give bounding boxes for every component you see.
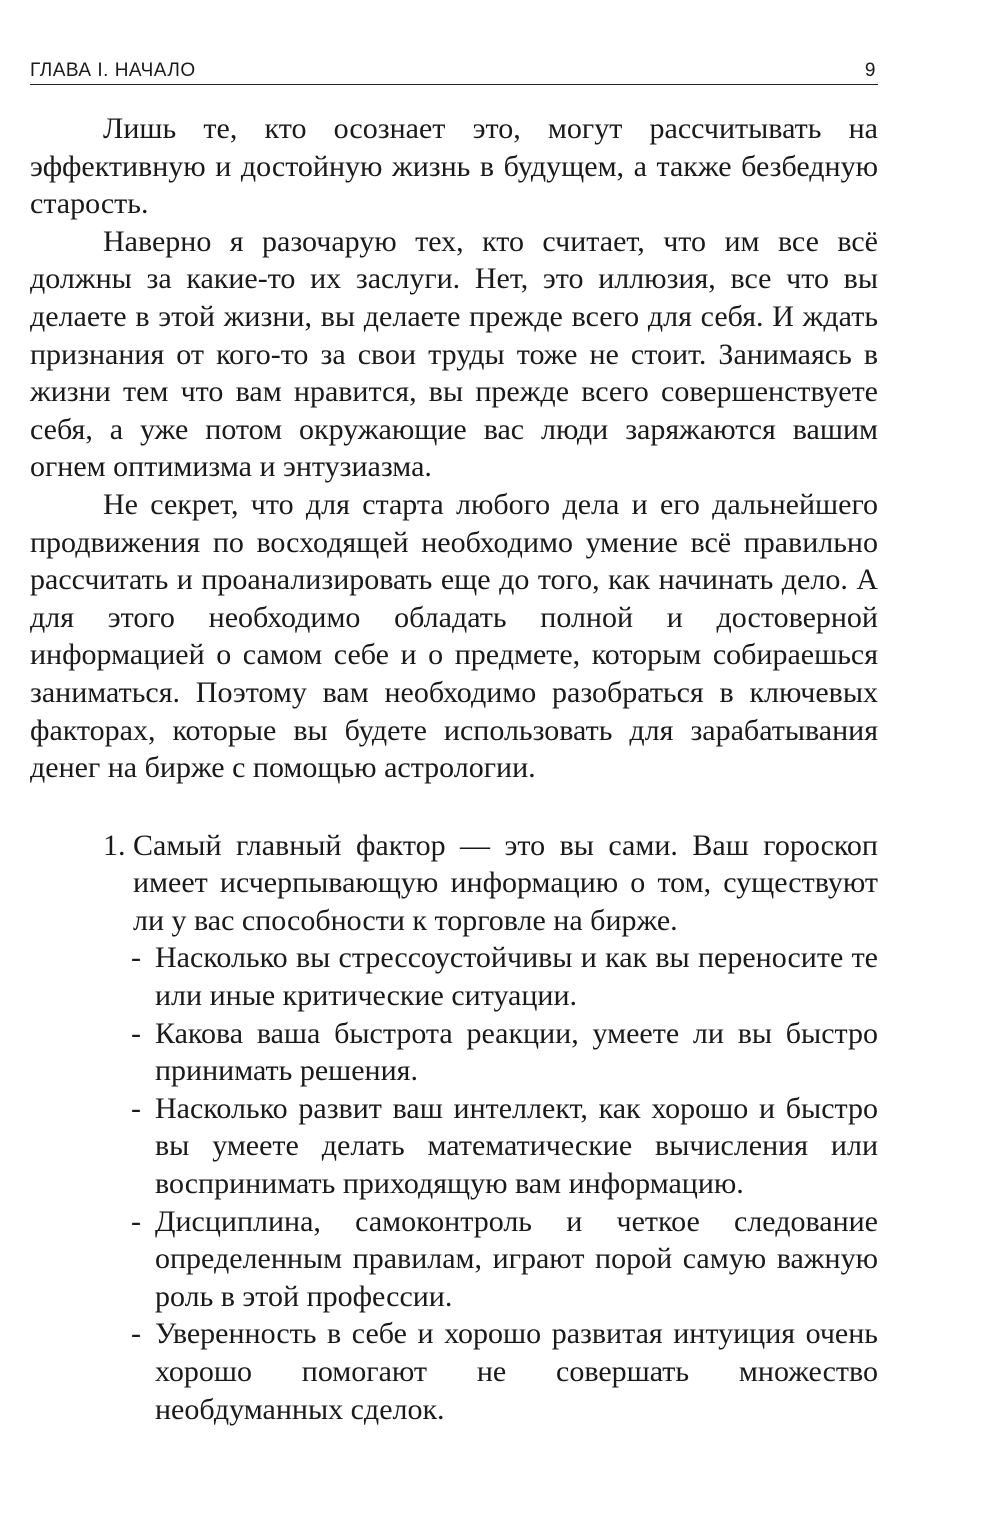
sub-list-item xyxy=(103,1315,878,1428)
dash-marker: - xyxy=(131,1317,141,1351)
sub-list-item xyxy=(103,939,878,1014)
dash-marker: - xyxy=(131,1091,141,1125)
running-header xyxy=(30,58,878,85)
chapter-title: ГЛАВА I. НАЧАЛО xyxy=(30,60,196,81)
sub-list-item-text: Дисциплина, самоконтроль и четкое следование определенным правилам, играют порой самую важную роль в этой профессии. xyxy=(155,1204,878,1313)
sub-list-item xyxy=(103,1090,878,1203)
paragraph: Наверно я разочарую тех, кто считает, что им все всё должны за какие-то их заслуги. Нет, это иллюзия, все что вы делаете в этой жизни, вы делаете прежде всего для себя. И ждать признания от кого-то за свои труды тоже не стоит. Занимаясь в жизни тем что вам нравится, вы прежде всего совершенствуете себя, а уже потом окружающие вас люди заряжаются вашим огнем оптимизма и энтузиазма. xyxy=(30,224,878,484)
page-number: 9 xyxy=(864,60,876,81)
list-item xyxy=(103,827,878,940)
numbered-list xyxy=(103,827,878,1429)
sub-list-item xyxy=(103,1015,878,1090)
dash-marker: - xyxy=(131,1016,141,1050)
sub-list-item-text: Какова ваша быстрота реакции, умеете ли вы быстро принимать решения. xyxy=(155,1016,878,1088)
paragraph: Не секрет, что для старта любого дела и его дальнейшего продвижения по восходящей необходимо умение всё правильно рассчитать и проанализировать еще до того, как начинать дело. А для этого необходимо обладать полной и достоверной информацией о самом себе и о предмете, которым собираешься заниматься. Поэтому вам необходимо разобраться в ключевых факторах, которые вы будете использовать для зарабатывания денег на бирже с помощью астрологии. xyxy=(30,487,878,785)
page-body xyxy=(30,110,878,1428)
dash-marker: - xyxy=(131,1204,141,1238)
sub-list-item-text: Насколько вы стрессоустойчивы и как вы переносите те или иные критические ситуации. xyxy=(155,941,878,1013)
paragraph: Лишь те, кто осознает это, могут рассчитывать на эффективную и достойную жизнь в будущем, а также безбедную старость. xyxy=(30,112,878,221)
dash-marker: - xyxy=(131,941,141,975)
sub-list-item xyxy=(103,1203,878,1316)
list-number: 1. xyxy=(103,828,126,862)
list-item-text: Самый главный фактор — это вы сами. Ваш гороскоп имеет исчерпывающую информацию о том, существуют ли у вас способности к торговле на бирже. xyxy=(133,828,878,937)
sub-list-item-text: Насколько развит ваш интеллект, как хорошо и быстро вы умеете делать математические вычисления или воспринимать приходящую вам информацию. xyxy=(155,1091,878,1201)
sub-list-item-text: Уверенность в себе и хорошо развитая интуиция очень хорошо помогают не совершать множество необдуманных сделок. xyxy=(155,1317,878,1426)
